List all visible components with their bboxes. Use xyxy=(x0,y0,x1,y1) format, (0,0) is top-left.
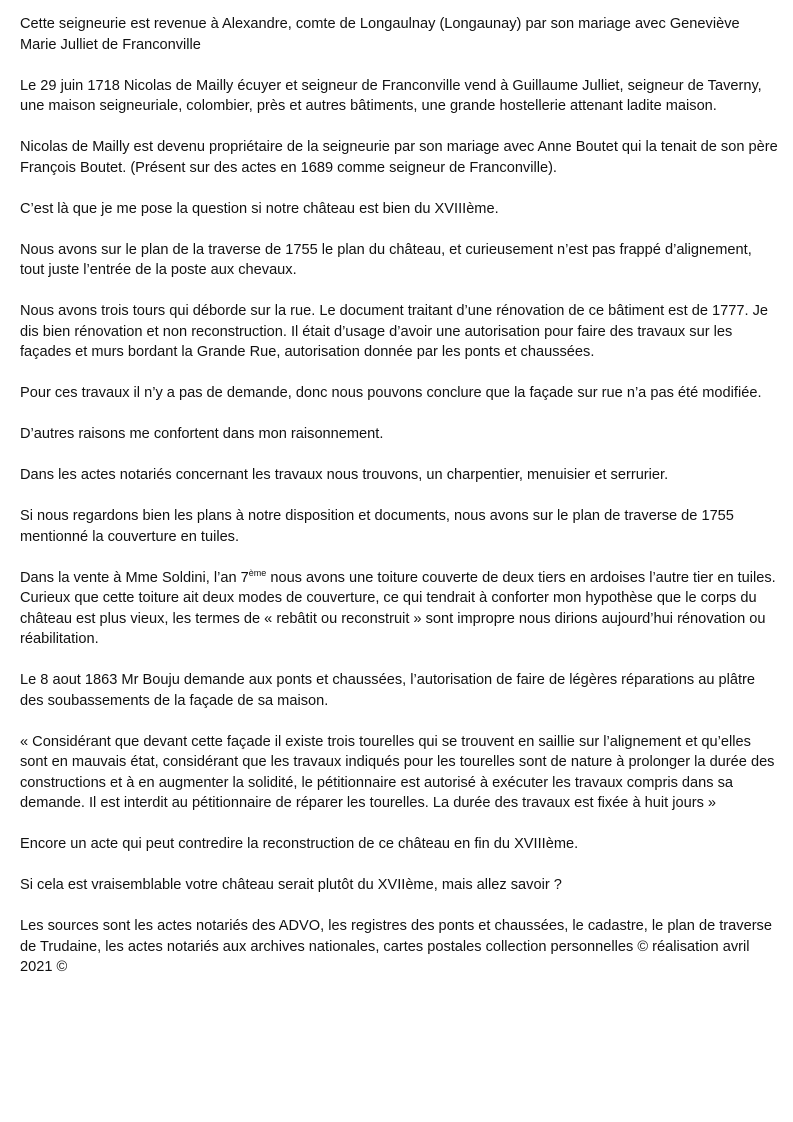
paragraph-no-request: Pour ces travaux il n’y a pas de demande, donc nous pouvons conclure que la façade sur rue n’a pas été modifiée. xyxy=(20,385,762,401)
soldini-text-start: Dans la vente à Mme Soldini, l’an 7 xyxy=(20,569,249,586)
paragraph-sources: Les sources sont les actes notariés des ADVO, les registres des ponts et chaussées, le cadastre, le plan de traverse de Trudaine, les actes notariés aux archives nationales, cartes postales collection personnelles © réalisation avril 2021 © xyxy=(20,918,772,975)
paragraph-three-towers: Nous avons trois tours qui déborde sur la rue. Le document traitant d’une rénovation de ce bâtiment est de 1777. Je dis bien rénovation et non reconstruction. Il était d’usage d’avoir une autorisation pour faire des travaux sur les façades et murs bordant la Grande Rue, autorisation donnée par les ponts et chaussées. xyxy=(20,303,768,360)
paragraph-conclusion: Si cela est vraisemblable votre château serait plutôt du XVIIème, mais allez savoir ? xyxy=(20,877,562,893)
soldini-text-end: nous avons une toiture couverte de deux tiers en ardoises l’autre tier en tuiles. Curieux que cette toiture ait deux modes de couverture, ce qui tendrait à conforter mon hypothèse que le corps du château est plus vieux, les termes de « rebâtit ou reconstruit » sont impropre nous dirions aujourd’hui rénovation ou réabilitation. xyxy=(20,569,776,647)
paragraph-question: C’est là que je me pose la question si notre château est bien du XVIIIème. xyxy=(20,200,499,217)
paragraph-notarial-acts: Dans les actes notariés concernant les travaux nous trouvons, un charpentier, menuisier et serrurier. xyxy=(20,467,669,483)
paragraph-quote-tourelles: « Considérant que devant cette façade il existe trois tourelles qui se trouvent en saillie sur l’alignement et qu’elles sont en mauvais état, considérant que les travaux indiqués pour les tourelles sont de nature à prolonger la durée des constructions et à en augmenter la solidité, le pétitionnaire est autorisé à exécuter les travaux compris dans sa demande. Il est interdit au pétitionnaire de réparer les tourelles. La durée des travaux est fixée à huit jours » xyxy=(20,733,775,811)
paragraph-plan-1755: Nous avons sur le plan de la traverse de 1755 le plan du château, et curieusement n’est pas frappé d’alignement, tout juste l’entrée de la poste aux chevaux. xyxy=(20,241,752,278)
paragraph-sale-1718: Le 29 juin 1718 Nicolas de Mailly écuyer et seigneur de Franconville vend à Guillaume Julliet, seigneur de Taverny, une maison seigneuriale, colombier, près et autres bâtiments, une grande hostellerie attenant ladite maison. xyxy=(20,77,762,114)
paragraph-mailly-boutet: Nicolas de Mailly est devenu propriétaire de la seigneurie par son mariage avec Anne Boutet qui la tenait de son père François Boutet. (Présent sur des actes en 1689 comme seigneur de Franconville). xyxy=(20,139,778,176)
ordinal-superscript: ème xyxy=(248,567,267,578)
paragraph-soldini-sale xyxy=(20,568,780,650)
document-page xyxy=(20,14,780,998)
paragraph-bouju-1863: Le 8 aout 1863 Mr Bouju demande aux ponts et chaussées, l’autorisation de faire de légères réparations au plâtre des soubassements de la façade de sa maison. xyxy=(20,672,756,709)
paragraph-longaulnay: Cette seigneurie est revenue à Alexandre, comte de Longaulnay (Longaunay) par son mariage avec Geneviève Marie Julliet de Franconville xyxy=(20,16,740,53)
paragraph-contradiction: Encore un acte qui peut contredire la reconstruction de ce château en fin du XVIIIème. xyxy=(20,836,579,852)
paragraph-tile-roof: Si nous regardons bien les plans à notre disposition et documents, nous avons sur le plan de traverse de 1755 mentionné la couverture en tuiles. xyxy=(20,508,734,545)
paragraph-other-reasons: D’autres raisons me confortent dans mon raisonnement. xyxy=(20,426,384,442)
